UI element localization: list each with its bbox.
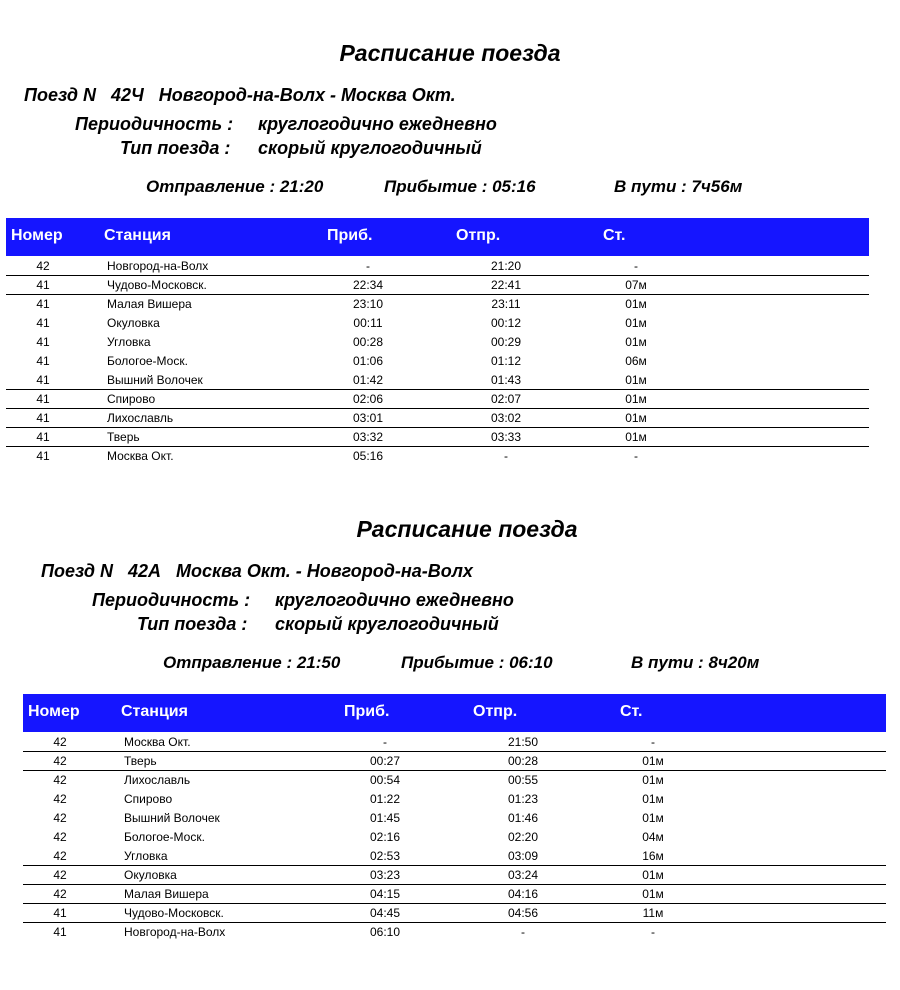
header-stop: Ст. — [603, 227, 626, 244]
stop-duration-cell: 01м — [642, 792, 664, 806]
stop-duration-cell: 01м — [625, 297, 647, 311]
train-number-cell: 41 — [36, 430, 50, 444]
train-type-label: Тип поезда : — [120, 138, 231, 158]
stop-duration-cell: 01м — [625, 430, 647, 444]
stop-duration-cell: - — [634, 449, 638, 463]
train-number-cell: 41 — [36, 354, 50, 368]
periodicity-label: Периодичность : — [92, 590, 251, 610]
train-number-cell: 42 — [53, 849, 67, 863]
departure-cell: 00:28 — [507, 754, 539, 768]
arrival-cell: - — [366, 259, 370, 273]
header-departure: Отпр. — [473, 703, 518, 720]
header-arrival: Приб. — [344, 703, 390, 720]
periodicity-value: круглогодично ежедневно — [258, 114, 497, 134]
departure-cell: 21:20 — [490, 259, 522, 273]
stop-duration-cell: 01м — [625, 335, 647, 349]
train-number-cell: 42 — [53, 754, 67, 768]
departure-cell: 01:23 — [507, 792, 539, 806]
train-number-cell: 41 — [36, 316, 50, 330]
train-type-label: Тип поезда : — [137, 614, 248, 634]
arrival-cell: 03:32 — [352, 430, 384, 444]
train-number-cell: 42 — [53, 773, 67, 787]
arrival-cell: 22:34 — [352, 278, 384, 292]
arrival-cell: 02:16 — [369, 830, 401, 844]
train-number-cell: 41 — [53, 925, 67, 939]
travel-duration: В пути : 8ч20м — [631, 653, 760, 672]
table-row — [23, 866, 886, 885]
station-cell: Лихославль — [107, 411, 174, 425]
header-number: Номер — [28, 703, 80, 720]
departure-cell: - — [521, 925, 525, 939]
station-cell: Москва Окт. — [124, 735, 191, 749]
station-cell: Новгород-на-Волх — [107, 259, 209, 273]
departure-cell: 00:12 — [490, 316, 522, 330]
train-number-cell: 41 — [36, 411, 50, 425]
station-cell: Вышний Волочек — [124, 811, 220, 825]
stop-duration-cell: - — [651, 925, 655, 939]
departure-cell: 22:41 — [490, 278, 522, 292]
stop-duration-cell: - — [651, 735, 655, 749]
train-number-cell: 42 — [53, 811, 67, 825]
table-header — [23, 694, 886, 732]
departure-cell: 23:11 — [491, 297, 521, 311]
arrival-cell: - — [383, 735, 387, 749]
station-cell: Чудово-Московск. — [124, 906, 224, 920]
table-row — [6, 314, 869, 333]
station-cell: Окуловка — [107, 316, 160, 330]
table-row — [23, 923, 886, 942]
stop-duration-cell: 01м — [642, 754, 664, 768]
table-row — [6, 390, 869, 409]
departure-cell: 00:55 — [507, 773, 539, 787]
station-cell: Малая Вишера — [107, 297, 192, 311]
stop-duration-cell: 07м — [625, 278, 647, 292]
arrival-cell: 01:45 — [369, 811, 401, 825]
stop-duration-cell: 01м — [625, 373, 647, 387]
arrival-cell: 04:15 — [369, 887, 401, 901]
arrival-cell: 02:06 — [352, 392, 384, 406]
train-route: Поезд N 42А Москва Окт. - Новгород-на-Волх — [41, 561, 473, 581]
departure-cell: 01:46 — [507, 811, 539, 825]
departure-cell: 03:33 — [490, 430, 522, 444]
station-cell: Малая Вишера — [124, 887, 209, 901]
stop-duration-cell: 04м — [642, 830, 664, 844]
periodicity-value: круглогодично ежедневно — [275, 590, 514, 610]
table-row — [23, 752, 886, 771]
table-row — [23, 809, 886, 828]
train-number-cell: 42 — [53, 792, 67, 806]
arrival-cell: 00:27 — [369, 754, 401, 768]
header-arrival: Приб. — [327, 227, 373, 244]
arrival-cell: 03:01 — [352, 411, 384, 425]
train-type-value: скорый круглогодичный — [258, 138, 482, 158]
train-number-cell: 41 — [36, 449, 50, 463]
table-row — [23, 847, 886, 866]
train-number-cell: 42 — [53, 735, 67, 749]
stop-duration-cell: 01м — [642, 811, 664, 825]
arrival-cell: 01:06 — [352, 354, 384, 368]
train-route: Поезд N 42Ч Новгород-на-Волх - Москва Окт. — [24, 85, 456, 105]
arrival-cell: 02:53 — [369, 849, 401, 863]
station-cell: Лихославль — [124, 773, 191, 787]
arrival-cell: 00:11 — [353, 316, 383, 330]
train-number-cell: 41 — [36, 297, 50, 311]
header-station: Станция — [121, 703, 188, 720]
header-station: Станция — [104, 227, 171, 244]
station-cell: Новгород-на-Волх — [124, 925, 226, 939]
station-cell: Тверь — [107, 430, 140, 444]
station-cell: Угловка — [124, 849, 168, 863]
station-cell: Угловка — [107, 335, 151, 349]
arrival-cell: 04:45 — [369, 906, 401, 920]
table-row — [6, 428, 869, 447]
station-cell: Спирово — [107, 392, 156, 406]
departure-cell: 01:43 — [490, 373, 522, 387]
station-cell: Бологое-Моск. — [124, 830, 205, 844]
travel-duration: В пути : 7ч56м — [614, 177, 743, 196]
stop-duration-cell: 01м — [642, 887, 664, 901]
arrival-cell: 00:54 — [369, 773, 401, 787]
table-row — [6, 447, 869, 466]
table-row — [6, 276, 869, 295]
header-stop: Ст. — [620, 703, 643, 720]
departure-cell: 04:56 — [507, 906, 539, 920]
arrival-cell: 05:16 — [352, 449, 384, 463]
schedule-title: Расписание поезда — [339, 40, 561, 66]
train-number-cell: 42 — [53, 887, 67, 901]
departure-time: Отправление : 21:20 — [146, 177, 324, 196]
arrival-time: Прибытие : 05:16 — [384, 177, 536, 196]
departure-cell: 03:09 — [507, 849, 539, 863]
train-number-cell: 41 — [36, 278, 50, 292]
station-cell: Спирово — [124, 792, 173, 806]
arrival-time: Прибытие : 06:10 — [401, 653, 553, 672]
header-departure: Отпр. — [456, 227, 501, 244]
station-cell: Вышний Волочек — [107, 373, 203, 387]
table-row — [6, 352, 869, 371]
train-number-cell: 41 — [36, 392, 50, 406]
arrival-cell: 01:42 — [352, 373, 384, 387]
header-number: Номер — [11, 227, 63, 244]
table-row — [6, 333, 869, 352]
table-row — [23, 771, 886, 790]
stop-duration-cell: 11м — [642, 906, 664, 920]
arrival-cell: 01:22 — [369, 792, 401, 806]
arrival-cell: 23:10 — [352, 297, 384, 311]
periodicity-label: Периодичность : — [75, 114, 234, 134]
departure-cell: 00:29 — [490, 335, 522, 349]
station-cell: Тверь — [124, 754, 157, 768]
table-row — [23, 904, 886, 923]
stop-duration-cell: - — [634, 259, 638, 273]
arrival-cell: 03:23 — [369, 868, 401, 882]
stop-duration-cell: 06м — [625, 354, 647, 368]
schedule-rows — [23, 733, 886, 942]
schedule-title: Расписание поезда — [356, 516, 578, 542]
train-number-cell: 41 — [53, 906, 67, 920]
departure-cell: 04:16 — [507, 887, 539, 901]
departure-cell: 01:12 — [490, 354, 522, 368]
table-row — [6, 409, 869, 428]
train-number-cell: 42 — [53, 830, 67, 844]
station-cell: Москва Окт. — [107, 449, 174, 463]
table-row — [6, 371, 869, 390]
stop-duration-cell: 16м — [642, 849, 664, 863]
station-cell: Бологое-Моск. — [107, 354, 188, 368]
train-number-cell: 42 — [36, 259, 50, 273]
table-row — [6, 295, 869, 314]
stop-duration-cell: 01м — [642, 773, 664, 787]
table-header — [6, 218, 869, 256]
table-row — [23, 790, 886, 809]
train-number-cell: 41 — [36, 373, 50, 387]
table-row — [23, 733, 886, 752]
table-row — [23, 885, 886, 904]
departure-cell: - — [504, 449, 508, 463]
departure-cell: 02:07 — [490, 392, 522, 406]
table-row — [6, 257, 869, 276]
stop-duration-cell: 01м — [642, 868, 664, 882]
station-cell: Чудово-Московск. — [107, 278, 207, 292]
departure-cell: 03:02 — [490, 411, 522, 425]
arrival-cell: 00:28 — [352, 335, 384, 349]
departure-cell: 21:50 — [507, 735, 539, 749]
stop-duration-cell: 01м — [625, 411, 647, 425]
station-cell: Окуловка — [124, 868, 177, 882]
train-number-cell: 42 — [53, 868, 67, 882]
stop-duration-cell: 01м — [625, 392, 647, 406]
departure-cell: 02:20 — [507, 830, 539, 844]
train-type-value: скорый круглогодичный — [275, 614, 499, 634]
train-number-cell: 41 — [36, 335, 50, 349]
stop-duration-cell: 01м — [625, 316, 647, 330]
table-row — [23, 828, 886, 847]
schedule-rows — [6, 257, 869, 466]
arrival-cell: 06:10 — [369, 925, 401, 939]
departure-cell: 03:24 — [507, 868, 539, 882]
departure-time: Отправление : 21:50 — [163, 653, 341, 672]
